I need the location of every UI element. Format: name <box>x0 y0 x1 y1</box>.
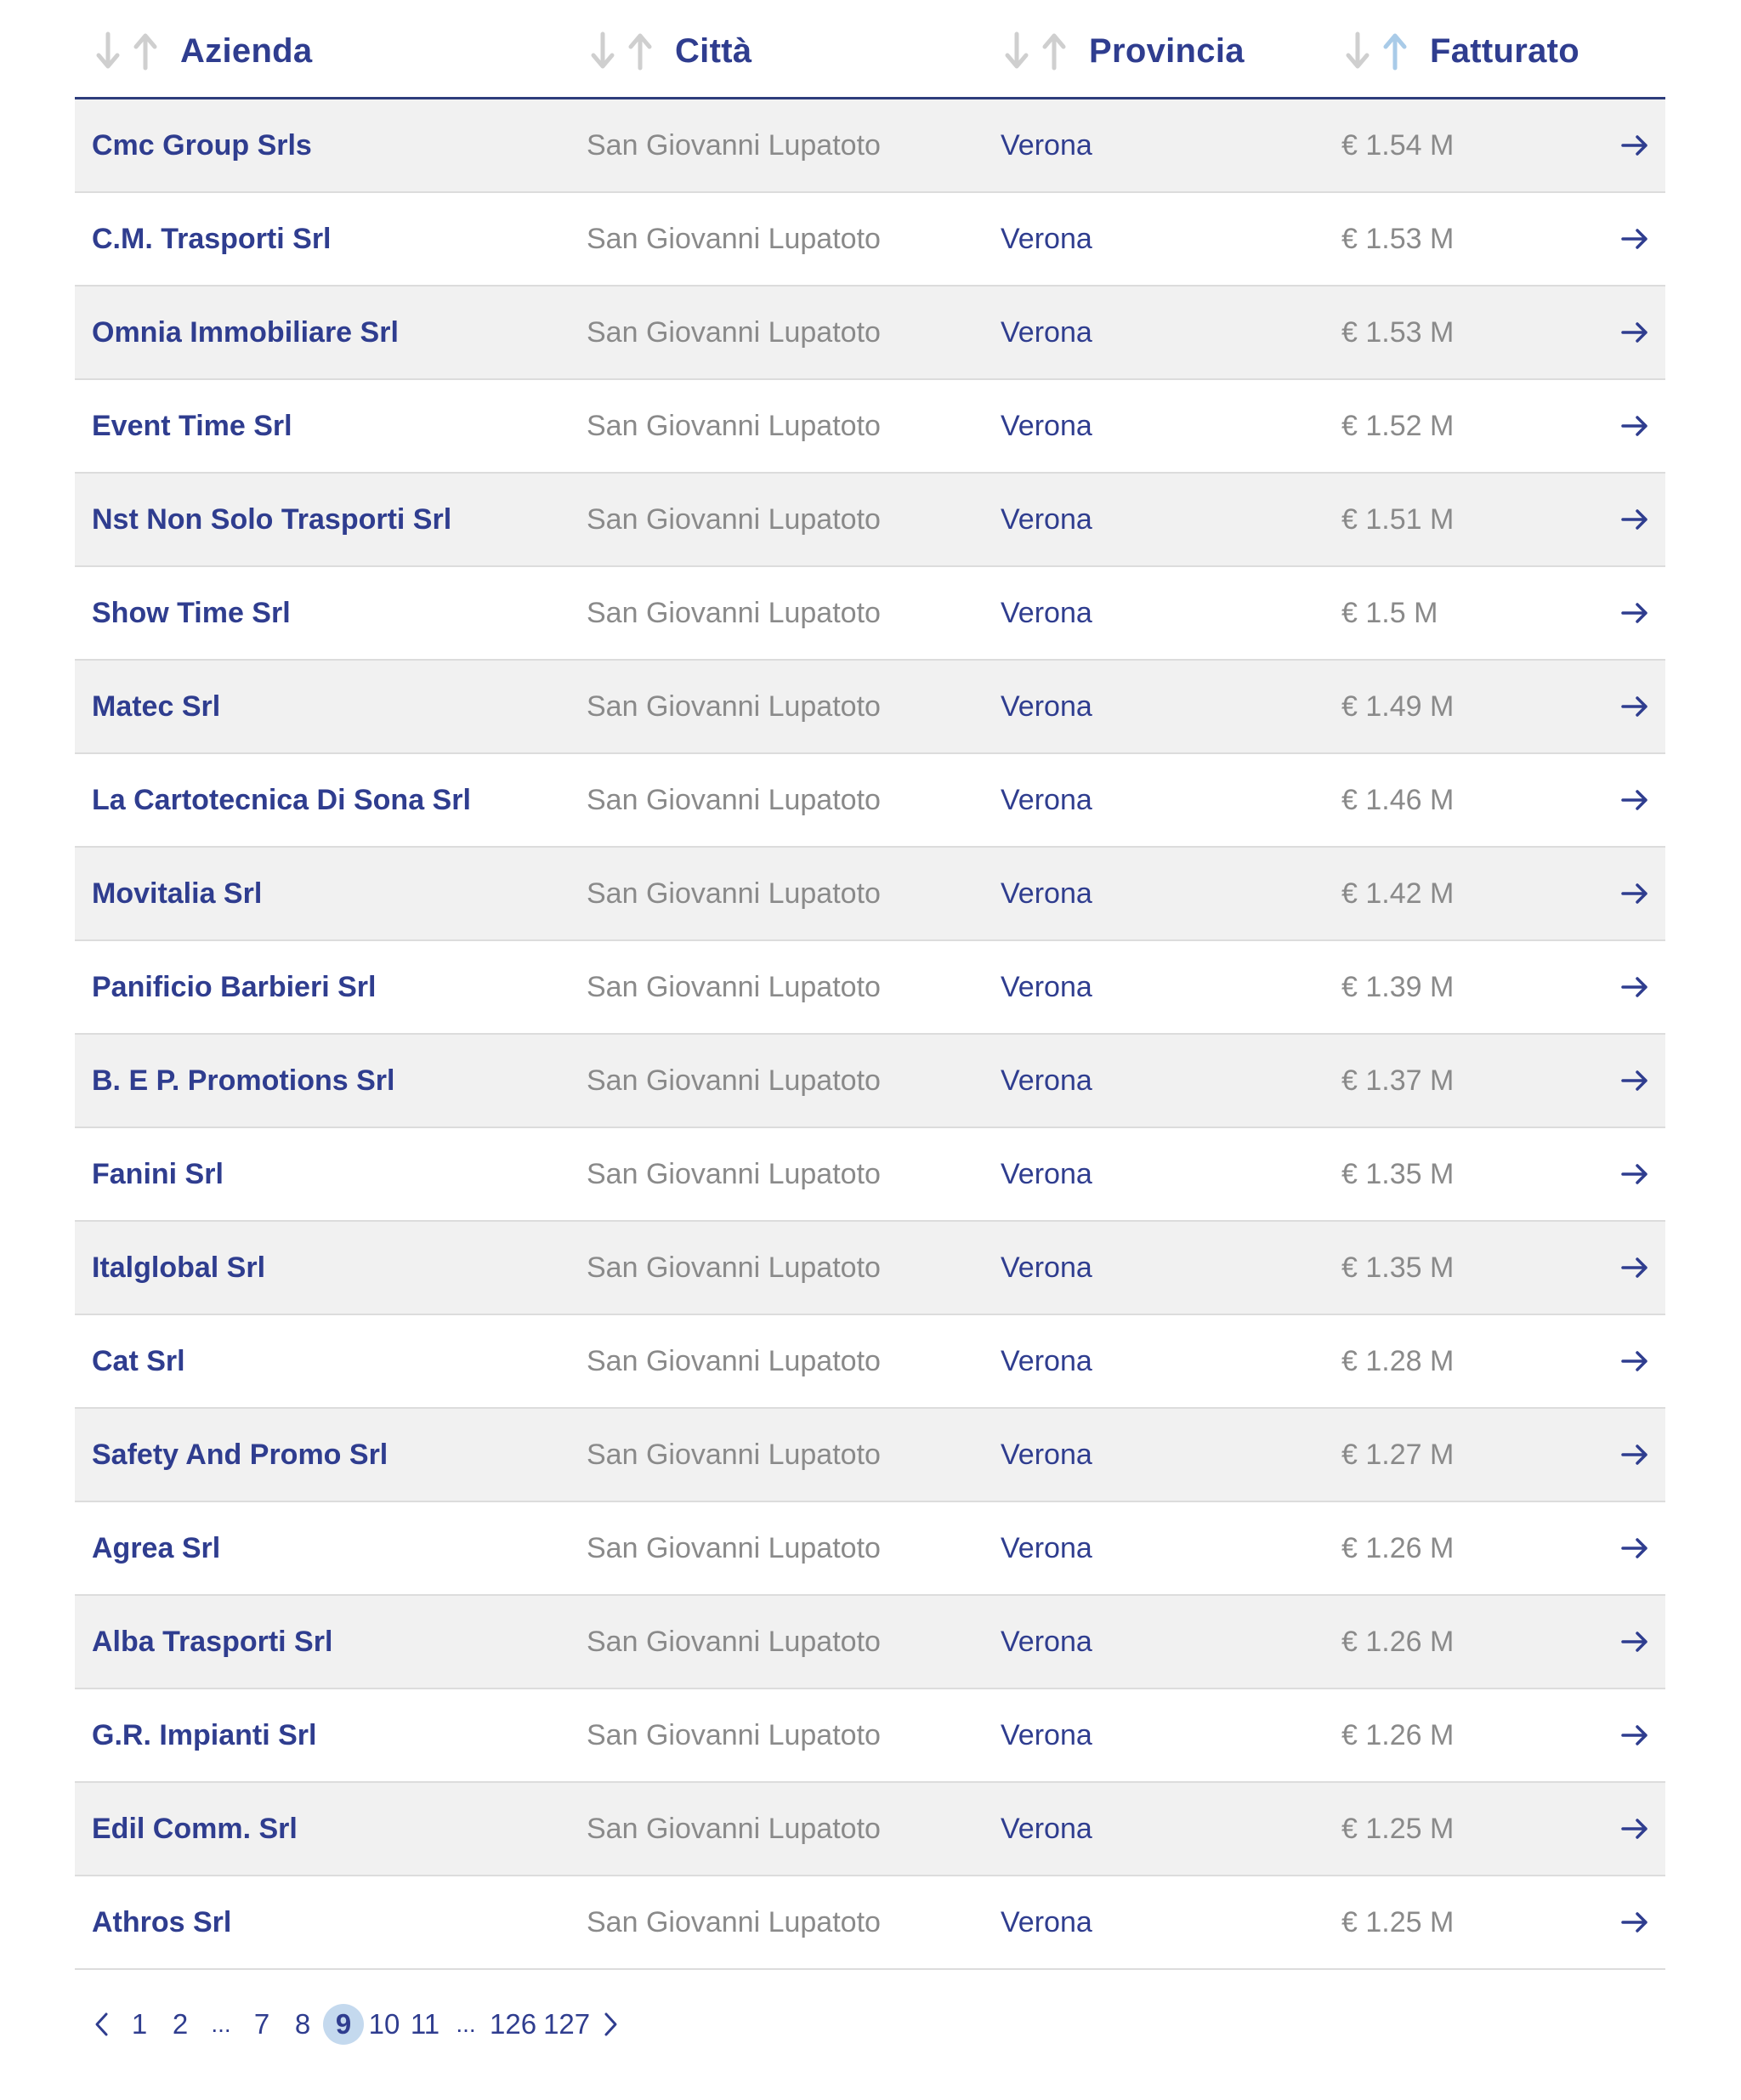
table-row[interactable] <box>75 1596 1665 1689</box>
arrow-right-icon[interactable] <box>1620 1596 1649 1688</box>
chevron-left-icon <box>92 2011 112 2038</box>
city-cell: San Giovanni Lupatoto <box>587 1531 881 1564</box>
revenue-cell: € 1.35 M <box>1341 1251 1455 1284</box>
arrow-right-icon[interactable] <box>1620 1035 1649 1127</box>
table-row[interactable] <box>75 1876 1665 1970</box>
province-cell: Verona <box>1001 409 1092 442</box>
company-name-link[interactable]: Agrea Srl <box>92 1531 221 1564</box>
table-row[interactable] <box>75 1035 1665 1128</box>
pagination-ellipsis: ... <box>456 2011 476 2037</box>
city-cell: San Giovanni Lupatoto <box>587 1344 881 1377</box>
table-row[interactable] <box>75 99 1665 193</box>
page-link[interactable]: 127 <box>543 2008 591 2040</box>
city-cell: San Giovanni Lupatoto <box>587 1251 881 1284</box>
companies-table <box>75 0 1665 1970</box>
arrow-right-icon[interactable] <box>1620 1409 1649 1501</box>
arrow-right-icon[interactable] <box>1620 474 1649 565</box>
arrow-right-icon[interactable] <box>1620 661 1649 752</box>
column-header-province[interactable] <box>1001 24 1245 78</box>
city-cell: San Giovanni Lupatoto <box>587 1064 881 1097</box>
province-cell: Verona <box>1001 502 1092 536</box>
table-row[interactable] <box>75 848 1665 941</box>
revenue-cell: € 1.52 M <box>1341 409 1455 442</box>
city-cell: San Giovanni Lupatoto <box>587 1157 881 1190</box>
city-cell: San Giovanni Lupatoto <box>587 690 881 723</box>
province-cell: Verona <box>1001 1344 1092 1377</box>
table-row[interactable] <box>75 1222 1665 1315</box>
city-cell: San Giovanni Lupatoto <box>587 783 881 816</box>
table-row[interactable] <box>75 1783 1665 1876</box>
pagination-ellipsis: ... <box>211 2011 231 2037</box>
province-cell: Verona <box>1001 128 1092 162</box>
arrow-right-icon[interactable] <box>1620 1315 1649 1407</box>
table-row[interactable] <box>75 1689 1665 1783</box>
arrow-right-icon[interactable] <box>1620 99 1649 191</box>
page-link[interactable]: 126 <box>490 2008 537 2040</box>
table-row[interactable] <box>75 1409 1665 1502</box>
column-label-province: Provincia <box>1089 31 1245 70</box>
province-cell: Verona <box>1001 1718 1092 1751</box>
company-name-link[interactable]: Show Time Srl <box>92 596 291 629</box>
province-cell: Verona <box>1001 1438 1092 1471</box>
arrow-right-icon[interactable] <box>1620 941 1649 1033</box>
page-link[interactable]: 1 <box>131 2008 148 2040</box>
revenue-cell: € 1.54 M <box>1341 128 1455 162</box>
table-row[interactable] <box>75 661 1665 754</box>
revenue-cell: € 1.51 M <box>1341 502 1455 536</box>
company-name-link[interactable]: La Cartotecnica Di Sona Srl <box>92 783 471 816</box>
table-row[interactable] <box>75 1502 1665 1596</box>
company-name-link[interactable]: Omnia Immobiliare Srl <box>92 315 399 349</box>
revenue-cell: € 1.37 M <box>1341 1064 1455 1097</box>
chevron-right-icon <box>600 2011 621 2038</box>
company-name-link[interactable]: C.M. Trasporti Srl <box>92 222 332 255</box>
revenue-cell: € 1.26 M <box>1341 1625 1455 1658</box>
page-link[interactable]: 2 <box>172 2008 189 2040</box>
city-cell: San Giovanni Lupatoto <box>587 596 881 629</box>
company-name-link[interactable]: Event Time Srl <box>92 409 292 442</box>
sort-arrows-icon[interactable] <box>1341 30 1411 72</box>
revenue-cell: € 1.53 M <box>1341 315 1455 349</box>
revenue-cell: € 1.5 M <box>1341 596 1438 629</box>
revenue-cell: € 1.26 M <box>1341 1718 1455 1751</box>
arrow-right-icon[interactable] <box>1620 1128 1649 1220</box>
page-link[interactable]: 8 <box>294 2008 311 2040</box>
province-cell: Verona <box>1001 1157 1092 1190</box>
arrow-right-icon[interactable] <box>1620 193 1649 285</box>
arrow-right-icon[interactable] <box>1620 1689 1649 1781</box>
arrow-right-icon[interactable] <box>1620 287 1649 378</box>
arrow-right-icon[interactable] <box>1620 1783 1649 1875</box>
pagination <box>85 2002 627 2046</box>
next-page-button[interactable] <box>593 2004 627 2045</box>
column-label-city: Città <box>675 31 752 70</box>
company-name-link[interactable]: Nst Non Solo Trasporti Srl <box>92 502 452 536</box>
column-label-revenue: Fatturato <box>1430 31 1580 70</box>
city-cell: San Giovanni Lupatoto <box>587 1438 881 1471</box>
company-name-link[interactable]: Alba Trasporti Srl <box>92 1625 333 1658</box>
table-row[interactable] <box>75 941 1665 1035</box>
revenue-cell: € 1.39 M <box>1341 970 1455 1003</box>
column-header-city[interactable] <box>587 24 751 78</box>
pagination-pages <box>119 2004 593 2045</box>
table-row[interactable] <box>75 193 1665 287</box>
prev-page-button[interactable] <box>85 2004 119 2045</box>
province-cell: Verona <box>1001 1251 1092 1284</box>
arrow-right-icon[interactable] <box>1620 754 1649 846</box>
city-cell: San Giovanni Lupatoto <box>587 409 881 442</box>
revenue-cell: € 1.25 M <box>1341 1812 1455 1845</box>
revenue-cell: € 1.35 M <box>1341 1157 1455 1190</box>
company-name-link[interactable]: B. E P. Promotions Srl <box>92 1064 395 1097</box>
current-page[interactable]: 9 <box>323 2004 364 2045</box>
revenue-cell: € 1.27 M <box>1341 1438 1455 1471</box>
column-label-company: Azienda <box>180 31 313 70</box>
province-cell: Verona <box>1001 877 1092 910</box>
company-name-link[interactable]: Matec Srl <box>92 690 221 723</box>
arrow-right-icon[interactable] <box>1620 1502 1649 1594</box>
province-cell: Verona <box>1001 596 1092 629</box>
company-name-link[interactable]: Edil Comm. Srl <box>92 1812 298 1845</box>
page-link[interactable]: 7 <box>253 2008 270 2040</box>
revenue-cell: € 1.28 M <box>1341 1344 1455 1377</box>
company-name-link[interactable]: G.R. Impianti Srl <box>92 1718 317 1751</box>
table-row[interactable] <box>75 567 1665 661</box>
company-name-link[interactable]: Movitalia Srl <box>92 877 263 910</box>
province-cell: Verona <box>1001 1531 1092 1564</box>
province-cell: Verona <box>1001 690 1092 723</box>
column-header-revenue[interactable] <box>1341 24 1579 78</box>
province-cell: Verona <box>1001 1905 1092 1938</box>
sort-arrows-icon[interactable] <box>1001 30 1070 72</box>
sort-arrows-icon[interactable] <box>587 30 656 72</box>
table-row[interactable] <box>75 1128 1665 1222</box>
arrow-right-icon[interactable] <box>1620 380 1649 472</box>
city-cell: San Giovanni Lupatoto <box>587 877 881 910</box>
city-cell: San Giovanni Lupatoto <box>587 1718 881 1751</box>
table-row[interactable] <box>75 380 1665 474</box>
column-header-company[interactable] <box>92 24 312 78</box>
table-row[interactable] <box>75 1315 1665 1409</box>
city-cell: San Giovanni Lupatoto <box>587 315 881 349</box>
province-cell: Verona <box>1001 1625 1092 1658</box>
company-name-link[interactable]: Cat Srl <box>92 1344 185 1377</box>
city-cell: San Giovanni Lupatoto <box>587 502 881 536</box>
province-cell: Verona <box>1001 222 1092 255</box>
table-row[interactable] <box>75 474 1665 567</box>
table-row[interactable] <box>75 287 1665 380</box>
revenue-cell: € 1.49 M <box>1341 690 1455 723</box>
table-header <box>75 0 1665 99</box>
page-link[interactable]: 10 <box>368 2008 400 2040</box>
province-cell: Verona <box>1001 1812 1092 1845</box>
province-cell: Verona <box>1001 1064 1092 1097</box>
city-cell: San Giovanni Lupatoto <box>587 1812 881 1845</box>
province-cell: Verona <box>1001 315 1092 349</box>
revenue-cell: € 1.26 M <box>1341 1531 1455 1564</box>
revenue-cell: € 1.53 M <box>1341 222 1455 255</box>
company-name-link[interactable]: Safety And Promo Srl <box>92 1438 388 1471</box>
company-name-link[interactable]: Italglobal Srl <box>92 1251 266 1284</box>
city-cell: San Giovanni Lupatoto <box>587 222 881 255</box>
company-name-link[interactable]: Panificio Barbieri Srl <box>92 970 377 1003</box>
province-cell: Verona <box>1001 783 1092 816</box>
arrow-right-icon[interactable] <box>1620 1876 1649 1968</box>
revenue-cell: € 1.25 M <box>1341 1905 1455 1938</box>
arrow-right-icon[interactable] <box>1620 1222 1649 1314</box>
arrow-right-icon[interactable] <box>1620 567 1649 659</box>
sort-arrows-icon[interactable] <box>92 30 162 72</box>
page-link[interactable]: 11 <box>410 2008 440 2040</box>
company-name-link[interactable]: Cmc Group Srls <box>92 128 312 162</box>
city-cell: San Giovanni Lupatoto <box>587 1625 881 1658</box>
revenue-cell: € 1.42 M <box>1341 877 1455 910</box>
table-body <box>75 99 1665 1970</box>
table-row[interactable] <box>75 754 1665 848</box>
company-name-link[interactable]: Fanini Srl <box>92 1157 224 1190</box>
arrow-right-icon[interactable] <box>1620 848 1649 939</box>
city-cell: San Giovanni Lupatoto <box>587 128 881 162</box>
revenue-cell: € 1.46 M <box>1341 783 1455 816</box>
city-cell: San Giovanni Lupatoto <box>587 970 881 1003</box>
province-cell: Verona <box>1001 970 1092 1003</box>
city-cell: San Giovanni Lupatoto <box>587 1905 881 1938</box>
company-name-link[interactable]: Athros Srl <box>92 1905 232 1938</box>
